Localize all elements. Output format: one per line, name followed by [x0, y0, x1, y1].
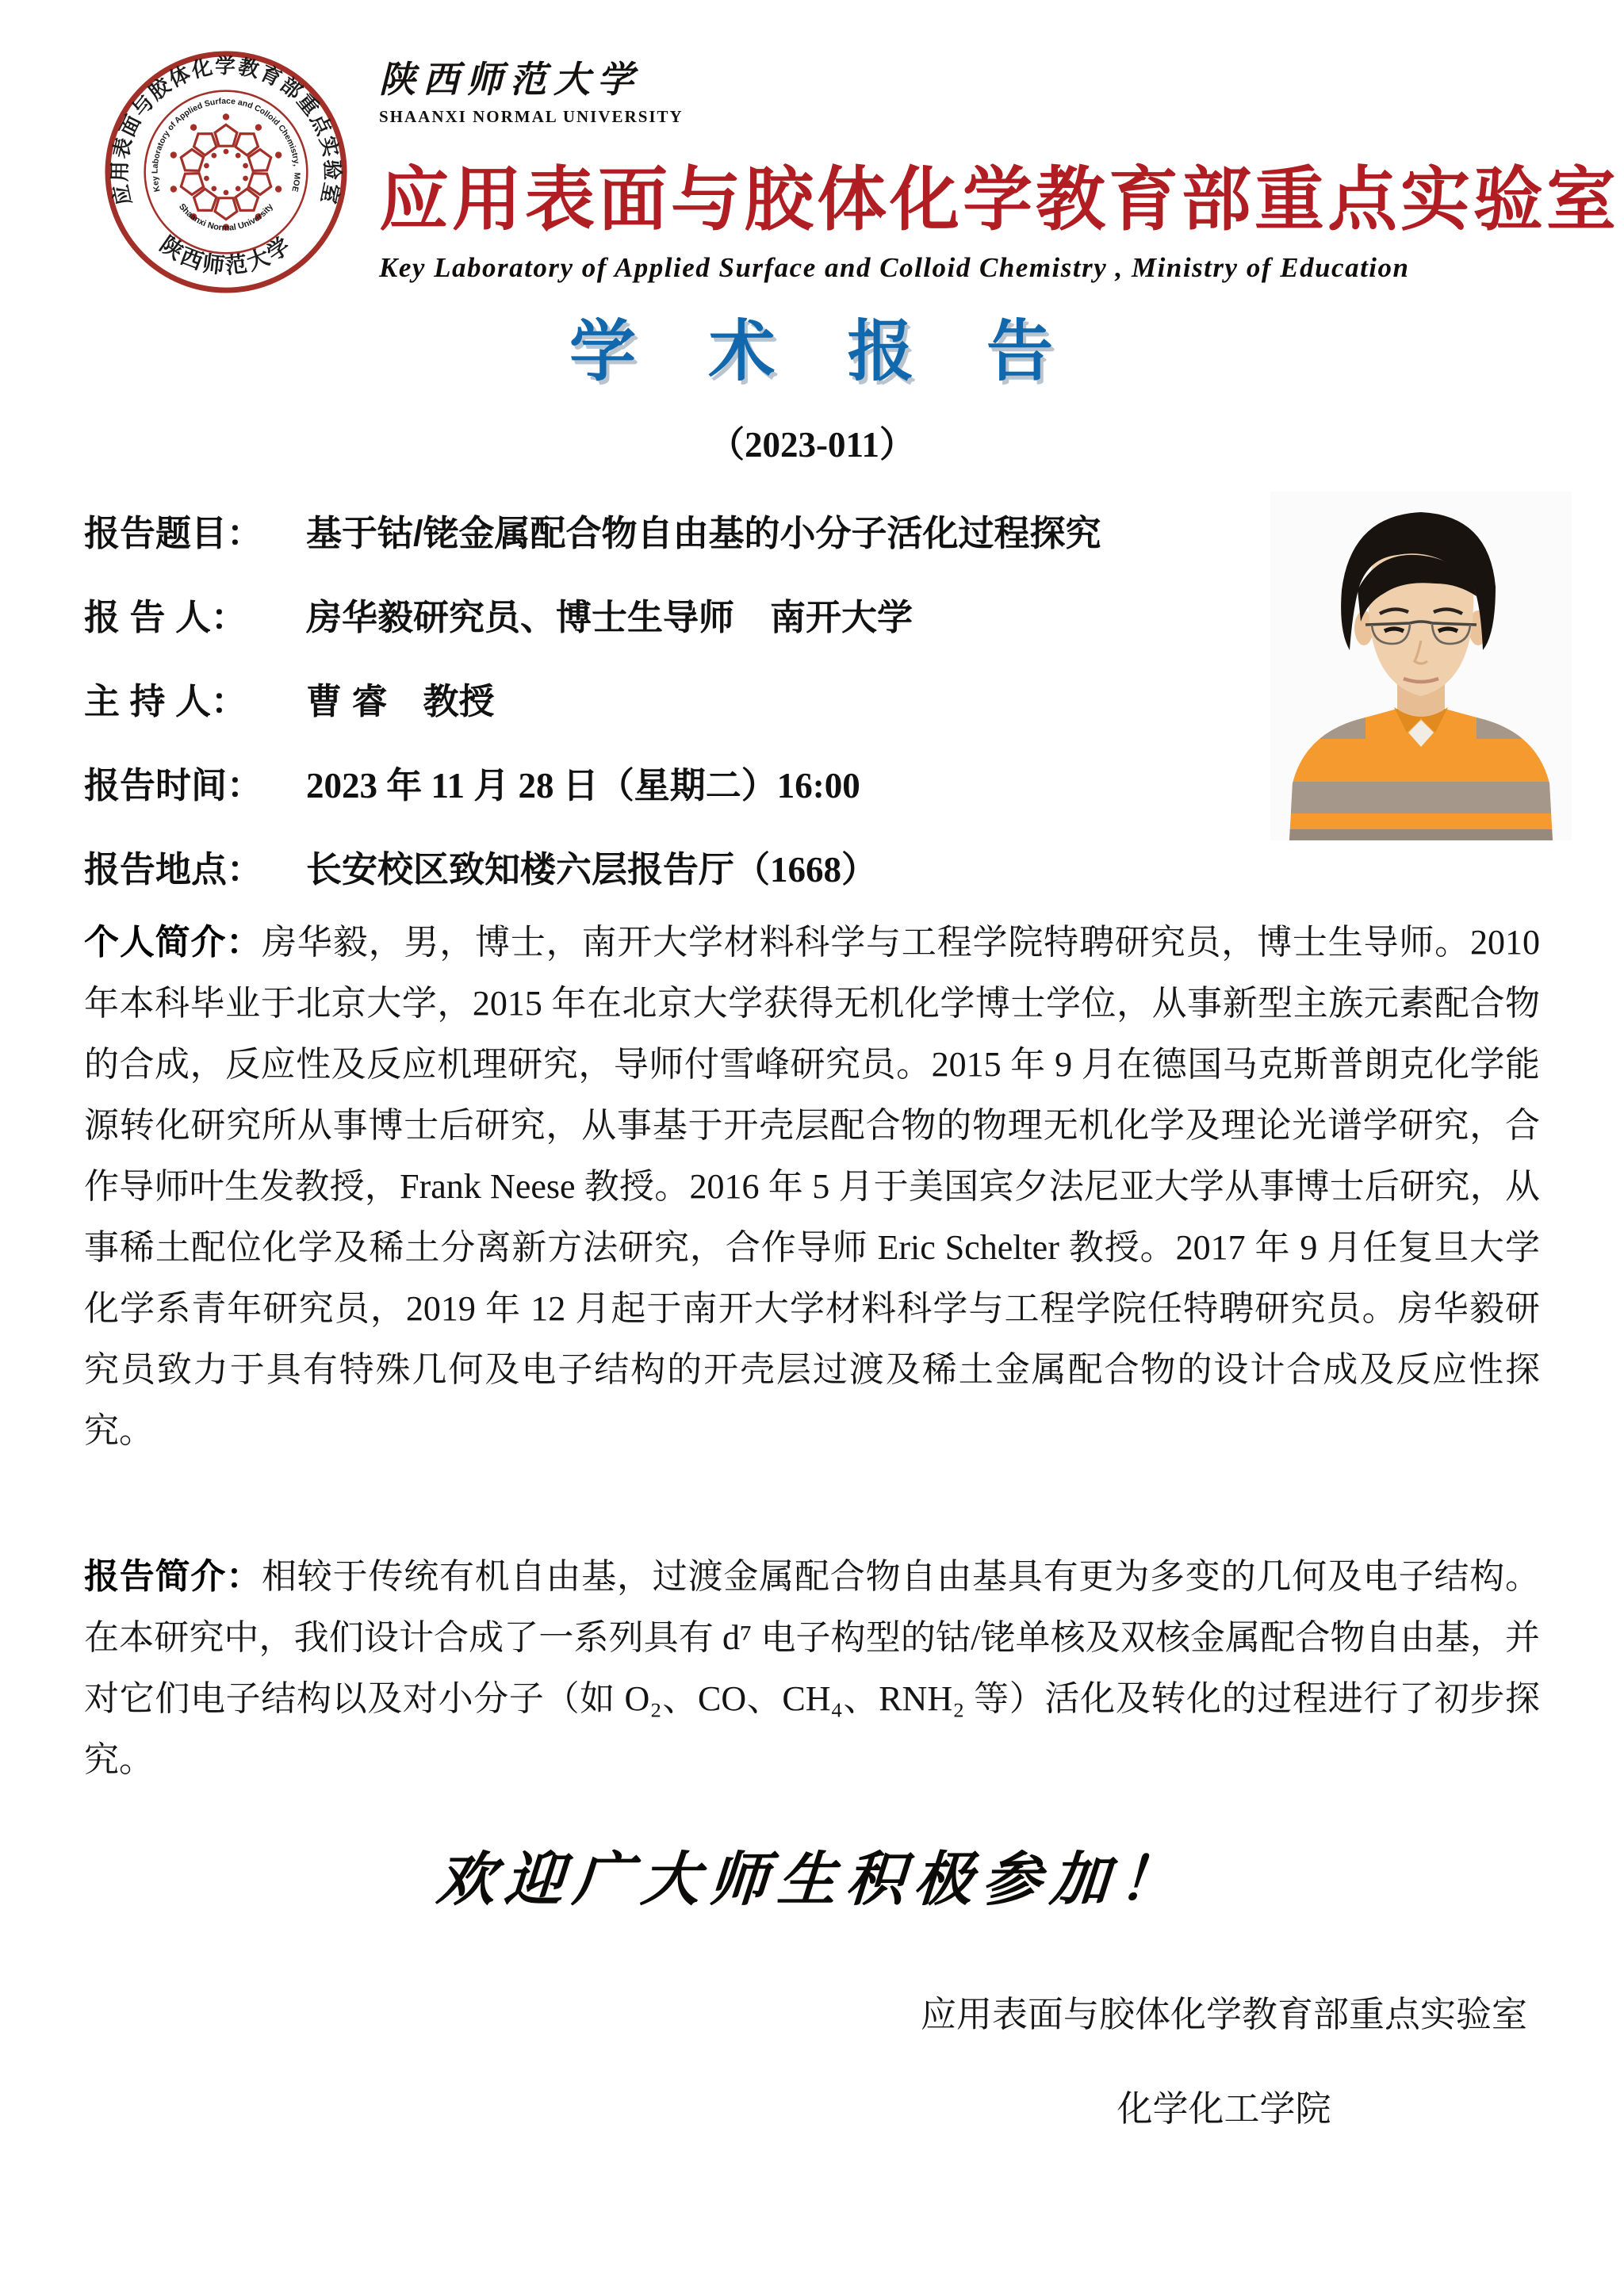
lab-seal-logo [100, 46, 352, 298]
welcome-calligraphy: 欢迎广大师生积极参加！ [434, 1846, 1189, 1914]
location-value: 长安校区致知楼六层报告厅（1668） [306, 850, 878, 890]
header [379, 51, 1620, 284]
svg-text:Shaanxi Normal University [177, 201, 275, 233]
footer-school-name: 化学化工学院 [1116, 2089, 1331, 2129]
lecture-info [84, 509, 1289, 929]
lab-name-en: Key Laboratory of Applied Surface and Colloid Chemistry , Ministry of Education [379, 252, 1410, 283]
time-label: 报告时间： [84, 765, 263, 806]
bio-label: 个人简介： [84, 923, 262, 962]
lab-name-cn: 应用表面与胶体化学教育部重点实验室 [379, 160, 1620, 239]
host-label: 主 持 人： [84, 681, 247, 721]
info-row-location [84, 845, 1289, 894]
abstract-text: 相较于传统有机自由基，过渡金属配合物自由基具有更为多变的几何及电子结构。在本研究中，我们设计合成了一系列具有 d⁷ 电子构型的钴/铑单核及双核金属配合物自由基，并对它们电子结构以及对小分子（如 O₂、CO、CH₄、RNH₂ 等）活化及转化的过程进行了初步探究。 [84, 1557, 1540, 1779]
abstract-paragraph [84, 1546, 1540, 1790]
bio-paragraph [84, 912, 1540, 1461]
bio-text: 房华毅，男，博士，南开大学材料科学与工程学院特聘研究员，博士生导师。2010 年本科毕业于北京大学，2015 年在北京大学获得无机化学博士学位，从事新型主族元素配合物的合成，反应性及反应机理研究，导师付雪峰研究员。2015 年 9 月在德国马克斯普朗克化学能源转化研究所从事博士后研究，从事基于开壳层配合物的物理无机化学及理论光谱学研究，合作导师叶生发教授，Frank Neese 教授。2016 年 5 月于美国宾夕法尼亚大学从事博士后研究，从事稀土配位化学及稀土分离新方法研究，合作导师 Eric Schelter 教授。2017 年 9 月任复旦大学化学系青年研究员，2019 年 12 月起于南开大学材料科学与工程学院任特聘研究员。房华毅研究员致力于具有特殊几何及电子结构的开壳层过渡及稀土金属配合物的设计合成及反应性探究。 [84, 923, 1541, 1450]
footer-signature [921, 1985, 1527, 2131]
time-value: 2023 年 11 月 28 日（星期二）16:00 [306, 766, 860, 806]
host-value: 曹 睿 教授 [306, 681, 495, 721]
info-row-host [84, 677, 1289, 726]
page-title: 学 术 报 告 [569, 314, 1055, 388]
speaker-photo [1270, 492, 1572, 840]
seal-arc-text-en: Shaanxi Normal University [177, 201, 275, 233]
seal-ring-text-en: Key Laboratory of Applied Surface and Colloid Chemistry，MOE [151, 97, 301, 193]
info-row-time [84, 761, 1289, 810]
info-row-topic [84, 509, 1289, 558]
location-label: 报告地点： [84, 849, 263, 890]
seal-bottom-text-cn: 陕西师范大学 [155, 232, 297, 279]
university-name-en: SHAANXI NORMAL UNIVERSITY [379, 107, 684, 126]
footer-lab-name: 应用表面与胶体化学教育部重点实验室 [920, 1995, 1527, 2034]
svg-text:应用表面与胶体化学教育部重点实验室 [108, 55, 344, 208]
speaker-label: 报 告 人： [84, 597, 247, 637]
abstract-label: 报告简介： [84, 1557, 262, 1596]
seal-ring-text-cn: 应用表面与胶体化学教育部重点实验室 [109, 55, 343, 208]
speaker-value: 房华毅研究员、博士生导师 南开大学 [306, 597, 914, 637]
topic-label: 报告题目： [84, 513, 263, 553]
topic-value: 基于钴/铑金属配合物自由基的小分子活化过程探究 [306, 513, 1101, 553]
issue-number: （2023-011） [708, 425, 915, 465]
info-row-speaker [84, 593, 1289, 642]
university-calligraphy: 陕西师范大学 [379, 58, 641, 101]
svg-text:陕西师范大学 [155, 232, 296, 278]
